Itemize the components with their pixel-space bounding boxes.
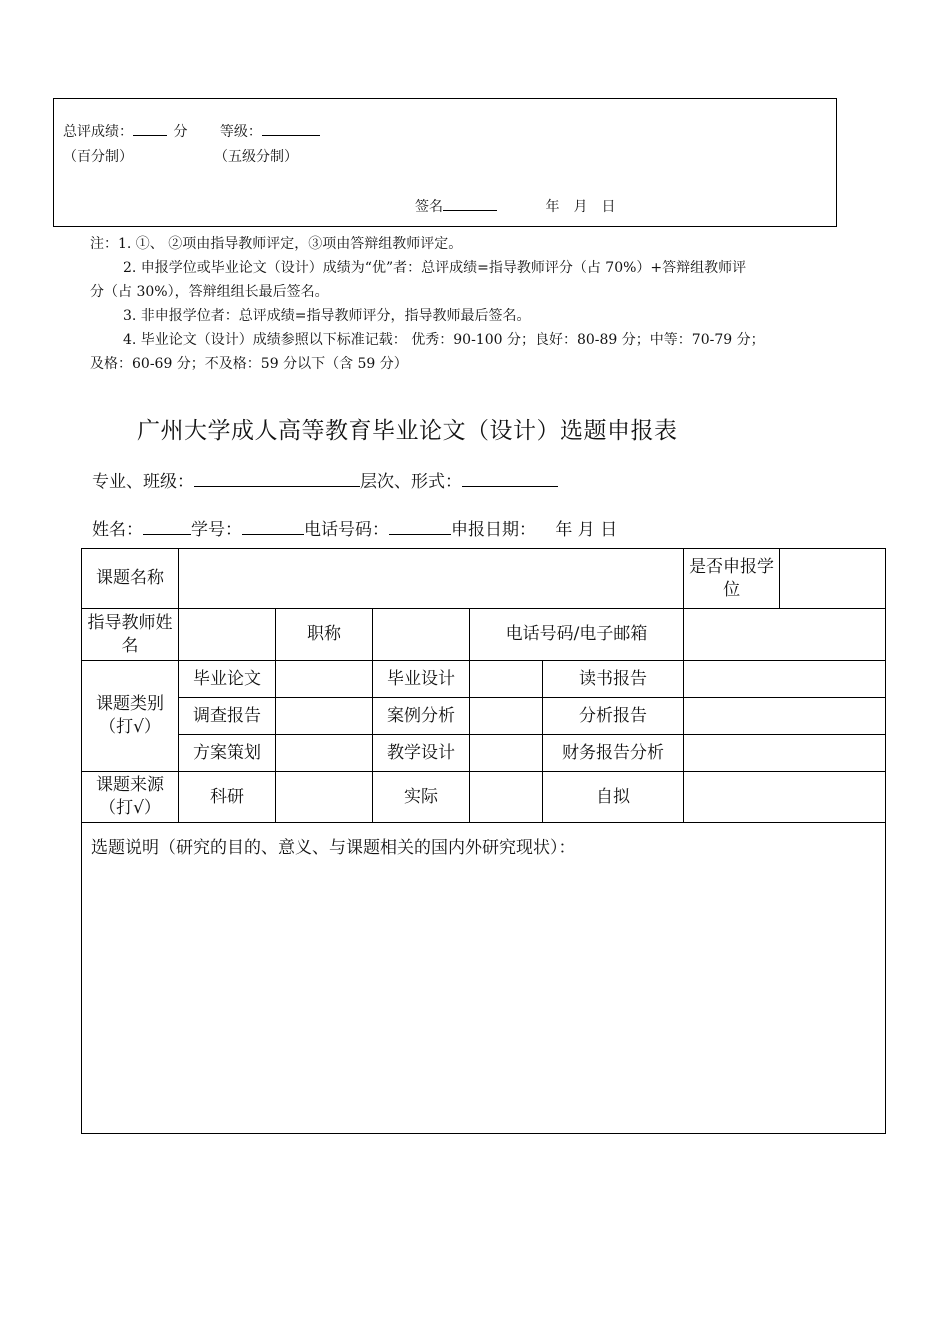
total-score-blank[interactable]	[133, 121, 167, 136]
source-research-label: 科研	[179, 772, 276, 823]
topic-description-label: 选题说明（研究的目的、意义、与课题相关的国内外研究现状）：	[91, 838, 576, 858]
type-reading-check[interactable]	[684, 661, 886, 698]
signature-blank[interactable]	[443, 196, 497, 211]
type-case-check[interactable]	[470, 698, 543, 735]
total-score-line	[63, 121, 320, 141]
major-class-line	[92, 467, 558, 492]
note-line: 2. 申报学位或毕业论文（设计）成绩为“优”者：总评成绩=指导教师评分（占 70%）+答辩组教师评	[123, 260, 747, 276]
grade-box	[53, 98, 837, 227]
major-class-blank[interactable]	[194, 468, 360, 487]
source-practice-label: 实际	[373, 772, 470, 823]
phone-email-input[interactable]	[684, 609, 886, 661]
source-self-label: 自拟	[543, 772, 684, 823]
topic-type-label: 课题类别（打√）	[82, 661, 179, 772]
note-line: 注：1. ①、 ②项由指导教师评定，③项由答辩组教师评定。	[90, 236, 463, 252]
hundred-scale-note: （百分制）	[63, 149, 133, 165]
type-survey-check[interactable]	[276, 698, 373, 735]
signature-label: 签名	[415, 199, 443, 215]
name-blank[interactable]	[143, 516, 191, 535]
type-teaching-check[interactable]	[470, 735, 543, 772]
type-design-label: 毕业设计	[373, 661, 470, 698]
application-table	[81, 548, 886, 1134]
type-teaching-label: 教学设计	[373, 735, 470, 772]
apply-date-label: 申报日期：	[451, 520, 536, 540]
topic-description-area[interactable]	[82, 823, 886, 1134]
note-line: 4. 毕业论文（设计）成绩参照以下标准记载： 优秀：90-100 分；良好：80-89 分；中等：70-79 分；	[123, 332, 765, 348]
topic-name-input[interactable]	[179, 549, 684, 609]
type-thesis-label: 毕业论文	[179, 661, 276, 698]
type-analysis-check[interactable]	[684, 698, 886, 735]
type-finance-label: 财务报告分析	[543, 735, 684, 772]
type-survey-label: 调查报告	[179, 698, 276, 735]
type-case-label: 案例分析	[373, 698, 470, 735]
student-no-blank[interactable]	[242, 516, 304, 535]
job-title-label: 职称	[276, 609, 373, 661]
student-no-label: 学号：	[191, 520, 242, 540]
source-research-check[interactable]	[276, 772, 373, 823]
major-class-label: 专业、班级：	[92, 472, 194, 492]
form-title: 广州大学成人高等教育毕业论文（设计）选题申报表	[137, 418, 678, 444]
job-title-input[interactable]	[373, 609, 470, 661]
type-analysis-label: 分析报告	[543, 698, 684, 735]
degree-apply-label: 是否申报学位	[684, 549, 780, 609]
grade-level-blank[interactable]	[262, 121, 320, 136]
student-info-line	[92, 515, 617, 540]
points-unit: 分	[173, 124, 188, 140]
note-line: 及格：60-69 分；不及格：59 分以下（含 59 分）	[90, 356, 408, 372]
name-label: 姓名：	[92, 520, 143, 540]
phone-blank[interactable]	[389, 516, 451, 535]
topic-source-label: 课题来源（打√）	[82, 772, 179, 823]
signature-line	[415, 196, 615, 216]
five-scale-note: （五级分制）	[214, 149, 298, 165]
phone-email-label: 电话号码/电子邮箱	[470, 609, 684, 661]
total-score-label: 总评成绩：	[63, 124, 133, 140]
type-design-check[interactable]	[470, 661, 543, 698]
notes-block	[90, 232, 880, 376]
degree-apply-input[interactable]	[780, 549, 886, 609]
advisor-name-label: 指导教师姓名	[82, 609, 179, 661]
level-form-blank[interactable]	[462, 468, 558, 487]
apply-date: 年 月 日	[555, 520, 618, 540]
type-finance-check[interactable]	[684, 735, 886, 772]
type-reading-label: 读书报告	[543, 661, 684, 698]
note-line: 分（占 30%），答辩组组长最后签名。	[90, 284, 329, 300]
signature-date: 年 月 日	[545, 199, 616, 215]
type-plan-label: 方案策划	[179, 735, 276, 772]
topic-name-label: 课题名称	[82, 549, 179, 609]
note-line: 3. 非申报学位者：总评成绩=指导教师评分，指导教师最后签名。	[123, 308, 531, 324]
type-thesis-check[interactable]	[276, 661, 373, 698]
advisor-name-input[interactable]	[179, 609, 276, 661]
type-plan-check[interactable]	[276, 735, 373, 772]
grade-level-label: 等级：	[219, 124, 262, 140]
source-practice-check[interactable]	[470, 772, 543, 823]
source-self-check[interactable]	[684, 772, 886, 823]
phone-label: 电话号码：	[304, 520, 389, 540]
level-form-label: 层次、形式：	[360, 472, 462, 492]
